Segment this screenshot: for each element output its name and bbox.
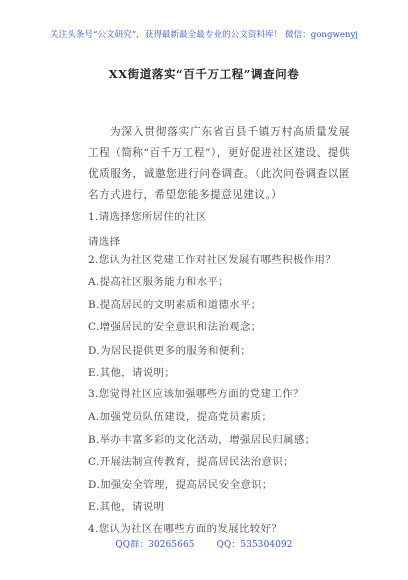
header-note: 关注头条号“公文研究”，获得最新最全最专业的公文资料库！ 微信：gongwenyj	[50, 30, 358, 40]
option-3c: C.开展法制宣传教育，提高居民法治意识；	[88, 456, 294, 468]
footer-qq: QQ：535304092	[216, 540, 293, 550]
option-3e: E.其他，请说明	[88, 501, 165, 513]
option-2b: B.提高居民的文明素质和道德水平；	[88, 299, 262, 311]
option-3a: A.加强党员队伍建设，提高党员素质；	[88, 411, 273, 423]
footer-contact	[0, 537, 408, 550]
option-2e: E.其他，请说明；	[88, 367, 176, 379]
intro-paragraph: 为深入贯彻落实广东省百县千镇万村高质量发展工程（简称“百千万工程”），更好促进社区建设、提供优质服务，诚邀您进行问卷调查。（此次问卷调查以匿名方式进行，希望您能多提意见建议。）	[88, 126, 350, 201]
question-3: 3.您觉得社区应该加强哪些方面的党建工作？	[88, 388, 304, 400]
question-1: 1.请选择您所居住的社区	[88, 211, 207, 223]
option-3b: B.举办丰富多彩的文化活动，增强居民归属感；	[88, 434, 316, 446]
question-1-select: 请选择	[88, 236, 121, 248]
page-title: XX街道落实“百千万工程”调查问卷	[108, 67, 300, 81]
option-2a: A.提高社区服务能力和水平；	[88, 276, 230, 288]
option-2c: C.增强居民的安全意识和法治观念；	[88, 321, 262, 333]
option-3d: D.加强安全管理，提高居民安全意识；	[88, 479, 273, 491]
footer-qq-group: QQ群：30265665	[115, 540, 195, 550]
option-2d: D.为居民提供更多的服务和便利；	[88, 345, 252, 357]
question-4: 4.您认为社区在哪些方面的发展比较好？	[88, 523, 283, 535]
question-2: 2.您认为社区党建工作对社区发展有哪些积极作用？	[88, 254, 337, 266]
